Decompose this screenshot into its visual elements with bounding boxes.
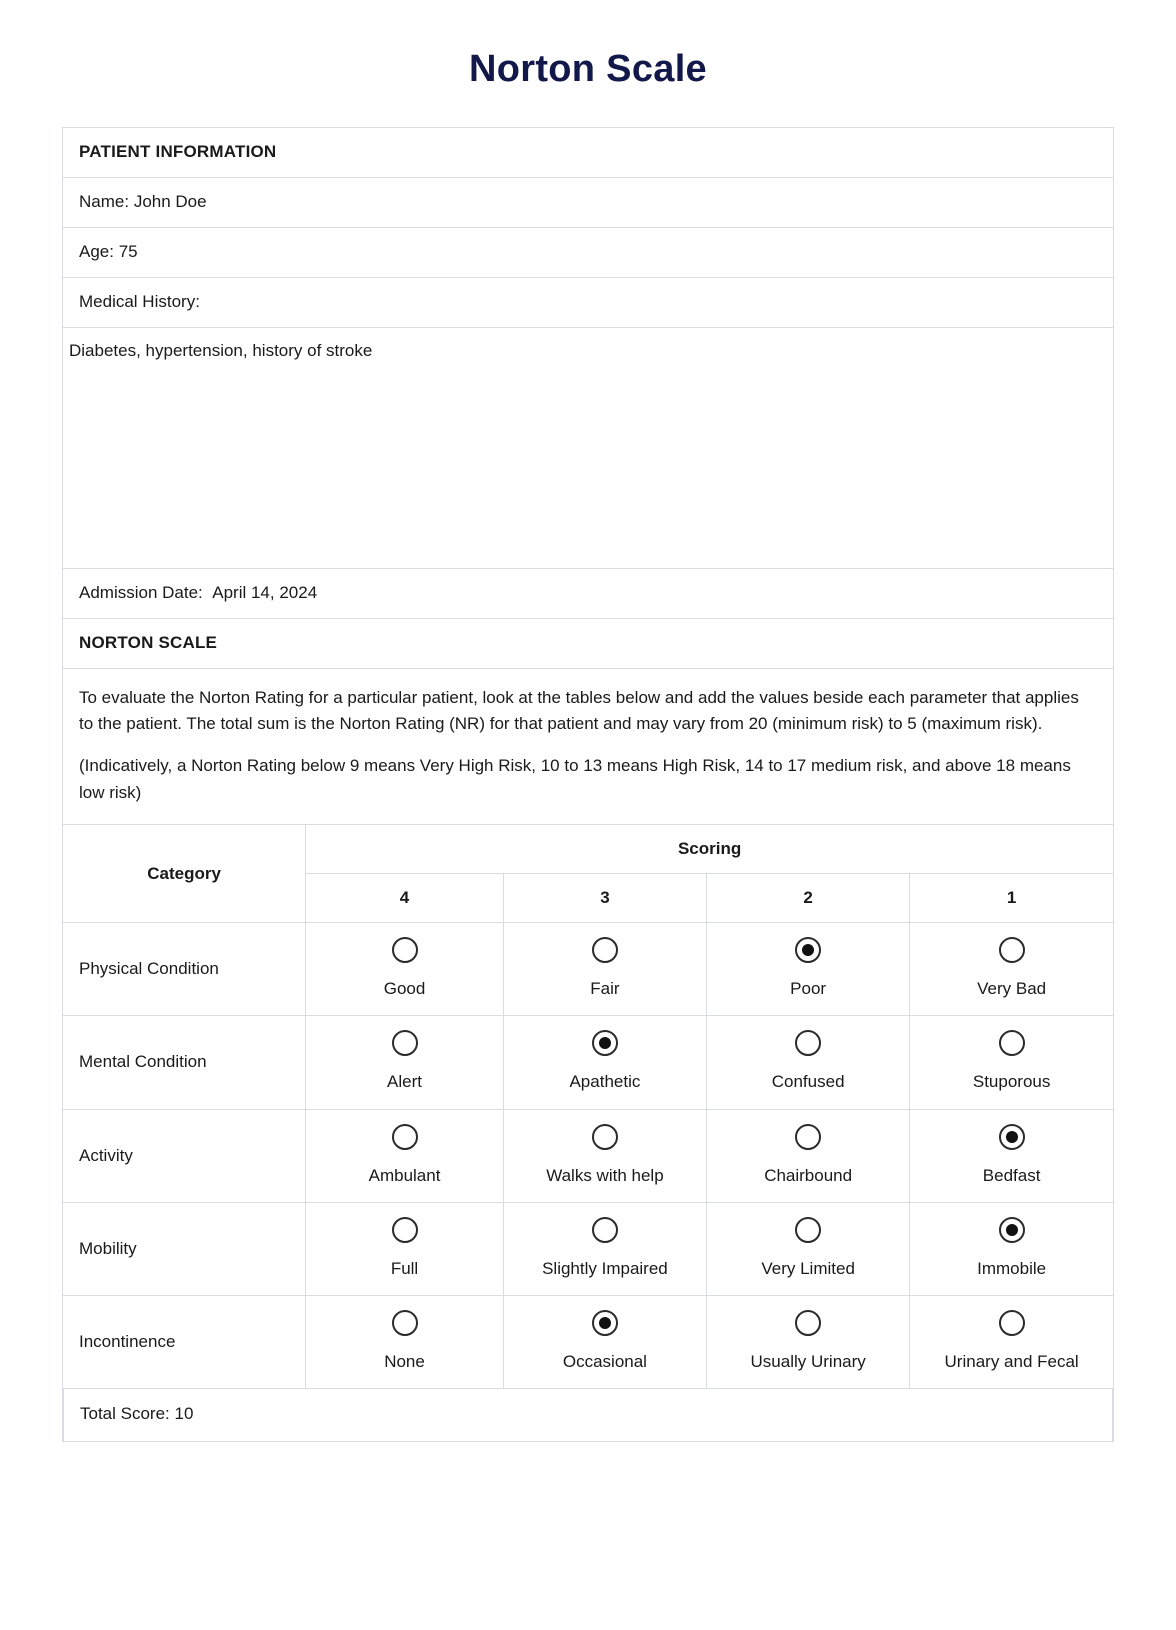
category-label: Physical Condition	[63, 923, 306, 1016]
radio-icon[interactable]	[592, 937, 618, 963]
radio-icon[interactable]	[795, 1310, 821, 1336]
table-header-scoring-row	[63, 825, 1113, 874]
page-bottom-spacer	[62, 1442, 1114, 1512]
radio-icon[interactable]	[999, 1217, 1025, 1243]
total-score-value[interactable]: 10	[174, 1404, 194, 1424]
table-row	[63, 1296, 1113, 1389]
header-scoring: Scoring	[306, 825, 1113, 874]
patient-name-value[interactable]: John Doe	[133, 191, 207, 211]
radio-icon[interactable]	[592, 1124, 618, 1150]
option-cell[interactable]	[910, 1016, 1113, 1109]
table-row	[63, 1109, 1113, 1202]
radio-icon[interactable]	[795, 937, 821, 963]
option-cell[interactable]	[503, 1296, 706, 1389]
option-cell[interactable]	[306, 1296, 504, 1389]
page-title: Norton Scale	[469, 48, 707, 90]
option-cell[interactable]	[707, 1109, 910, 1202]
radio-icon[interactable]	[392, 937, 418, 963]
table-row	[63, 1202, 1113, 1295]
option-label: Usually Urinary	[750, 1352, 866, 1371]
header-category: Category	[63, 825, 306, 923]
category-label: Incontinence	[63, 1296, 306, 1389]
total-score-row	[63, 1389, 1113, 1442]
option-cell[interactable]	[910, 1296, 1113, 1389]
option-label: Poor	[790, 979, 827, 998]
option-cell[interactable]	[306, 1109, 504, 1202]
option-label: Urinary and Fecal	[944, 1352, 1079, 1371]
option-cell[interactable]	[910, 1109, 1113, 1202]
option-label: Very Bad	[977, 979, 1047, 998]
medical-history-value[interactable]: Diabetes, hypertension, history of stroke	[63, 328, 1113, 569]
category-label: Mobility	[63, 1202, 306, 1295]
option-cell[interactable]	[503, 1016, 706, 1109]
option-cell[interactable]	[503, 1109, 706, 1202]
option-label: Bedfast	[982, 1165, 1041, 1185]
patient-name-label: Name:	[79, 191, 130, 211]
option-cell[interactable]	[306, 923, 504, 1016]
option-label: Chairbound	[764, 1165, 853, 1185]
patient-name-row	[63, 178, 1113, 228]
option-label: Slightly Impaired	[542, 1258, 668, 1278]
radio-icon[interactable]	[592, 1310, 618, 1336]
option-cell[interactable]	[503, 1202, 706, 1295]
option-label: Good	[383, 979, 426, 998]
radio-icon[interactable]	[592, 1217, 618, 1243]
option-cell[interactable]	[707, 1202, 910, 1295]
radio-icon[interactable]	[592, 1030, 618, 1056]
category-label: Activity	[63, 1109, 306, 1202]
patient-age-row	[63, 228, 1113, 278]
radio-icon[interactable]	[392, 1217, 418, 1243]
radio-icon[interactable]	[999, 1030, 1025, 1056]
option-label: Ambulant	[368, 1165, 441, 1185]
category-label: Mental Condition	[63, 1016, 306, 1109]
option-cell[interactable]	[503, 923, 706, 1016]
option-label: Fair	[590, 979, 620, 998]
patient-information-heading: PATIENT INFORMATION	[63, 128, 1113, 178]
option-label: Immobile	[977, 1258, 1047, 1278]
option-label: Full	[390, 1258, 419, 1278]
norton-scale-heading: NORTON SCALE	[63, 619, 1113, 669]
header-score-3: 3	[503, 874, 706, 923]
radio-icon[interactable]	[999, 937, 1025, 963]
radio-icon[interactable]	[392, 1124, 418, 1150]
header-score-2: 2	[707, 874, 910, 923]
option-label: Apathetic	[569, 1072, 641, 1092]
admission-date-value[interactable]: April 14, 2024	[212, 582, 318, 602]
admission-date-row	[63, 569, 1113, 619]
admission-date-label: Admission Date:	[79, 582, 203, 602]
option-label: Occasional	[562, 1352, 647, 1371]
radio-icon[interactable]	[795, 1217, 821, 1243]
option-cell[interactable]	[910, 923, 1113, 1016]
radio-icon[interactable]	[795, 1030, 821, 1056]
option-cell[interactable]	[707, 1296, 910, 1389]
option-cell[interactable]	[306, 1202, 504, 1295]
option-label: Alert	[387, 1072, 422, 1092]
option-label: Confused	[771, 1072, 845, 1092]
header-score-4: 4	[306, 874, 504, 923]
option-cell[interactable]	[306, 1016, 504, 1109]
patient-age-value[interactable]: 75	[118, 241, 138, 261]
radio-icon[interactable]	[999, 1310, 1025, 1336]
option-label: None	[384, 1352, 425, 1371]
table-row	[63, 1016, 1113, 1109]
norton-scale-form	[62, 127, 1114, 1442]
patient-age-label: Age:	[79, 241, 114, 261]
option-cell[interactable]	[707, 923, 910, 1016]
radio-icon[interactable]	[392, 1310, 418, 1336]
medical-history-label-row: Medical History:	[63, 278, 1113, 328]
radio-icon[interactable]	[999, 1124, 1025, 1150]
instructions-paragraph-2: (Indicatively, a Norton Rating below 9 means Very High Risk, 10 to 13 means High Risk, 14 to 17 medium risk, and above 18 means low risk)	[79, 756, 1071, 802]
option-cell[interactable]	[707, 1016, 910, 1109]
option-label: Walks with help	[546, 1165, 664, 1185]
total-score-label: Total Score:	[80, 1404, 170, 1424]
instructions-block	[63, 669, 1113, 825]
option-cell[interactable]	[910, 1202, 1113, 1295]
table-row	[63, 923, 1113, 1016]
radio-icon[interactable]	[392, 1030, 418, 1056]
norton-scoring-table	[63, 825, 1113, 1389]
instructions-paragraph-1: To evaluate the Norton Rating for a particular patient, look at the tables below and add the values beside each parameter that applies to the patient. The total sum is the Norton Rating (NR) for that patient and may vary from 20 (minimum risk) to 5 (maximum risk).	[79, 687, 1079, 733]
header-score-1: 1	[910, 874, 1113, 923]
option-label: Stuporous	[972, 1072, 1051, 1092]
option-label: Very Limited	[761, 1258, 855, 1278]
radio-icon[interactable]	[795, 1124, 821, 1150]
